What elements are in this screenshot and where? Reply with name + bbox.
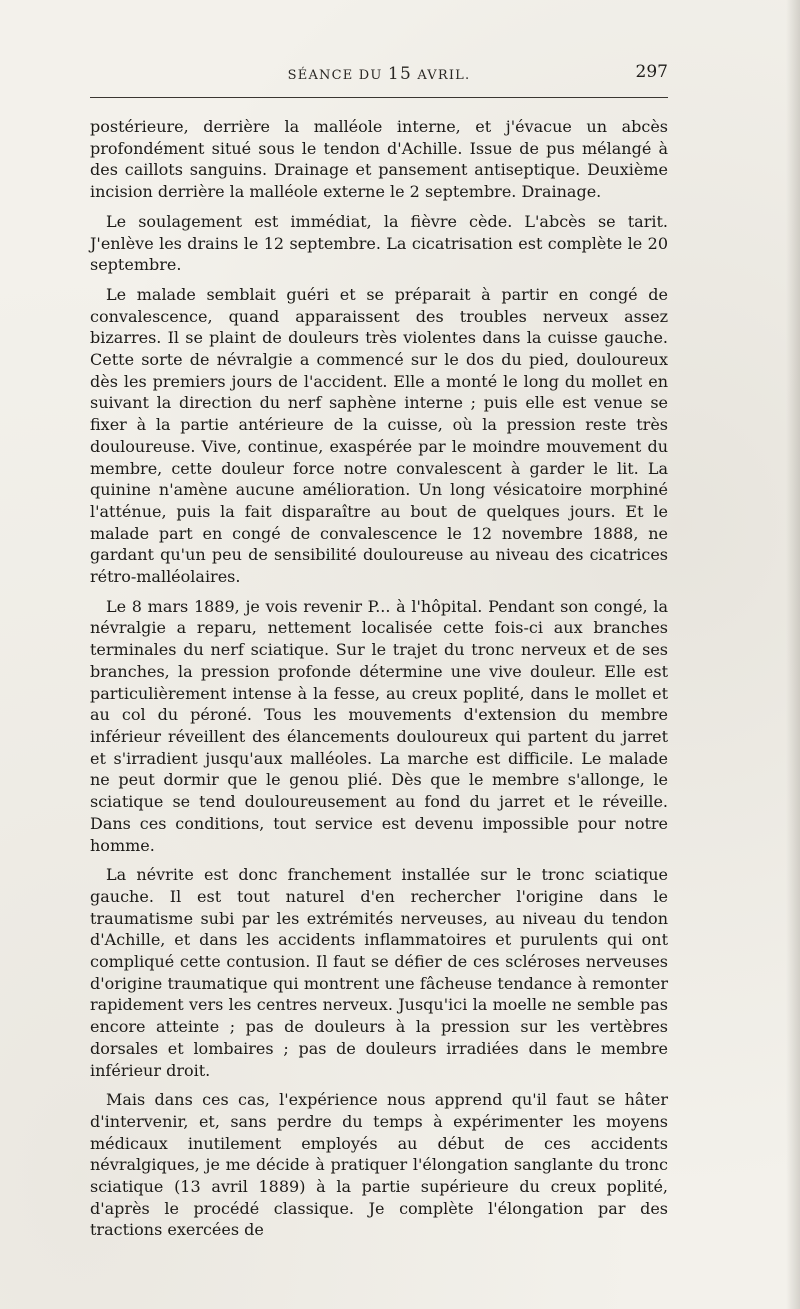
page-edge-shadow — [786, 0, 800, 1309]
header-rule — [90, 97, 668, 98]
running-head-title — [90, 64, 668, 84]
paragraph-2: Le soulagement est immédiat, la fièvre cède. L'abcès se tarit. J'enlève les drains le 12 septembre. La cicatrisation est complète le 20 septembre. — [90, 211, 668, 275]
paragraph-3: Le malade semblait guéri et se préparait à partir en congé de convalescence, quand apparaissent des troubles nerveux assez bizarres. Il se plaint de douleurs très violentes dans la cuisse gauche. Cette sorte de névralgie a commencé sur le dos du pied, douloureux dès les premiers jours de l'accident. Elle a monté le long du mollet en suivant la direction du nerf saphène interne ; puis elle est venue se fixer à la partie antérieure de la cuisse, où la pression reste très douloureuse. Vive, continue, exaspérée par le moindre mouvement du membre, cette douleur force notre convalescent à garder le lit. La quinine n'amène aucune amélioration. Un long vésicatoire morphiné l'atténue, puis la fait disparaître au bout de quelques jours. Et le malade part en congé de convalescence le 12 novembre 1888, ne gardant qu'un peu de sensibilité douloureuse au niveau des cicatrices rétro-malléolaires. — [90, 284, 668, 587]
paragraph-4: Le 8 mars 1889, je vois revenir P... à l'hôpital. Pendant son congé, la névralgie a reparu, nettement localisée cette fois-ci aux branches terminales du nerf sciatique. Sur le trajet du tronc nerveux et de ses branches, la pression profonde détermine une vive douleur. Elle est particulièrement intense à la fesse, au creux poplité, dans le mollet et au col du péroné. Tous les mouvements d'extension du membre inférieur réveillent des élancements douloureux qui partent du jarret et s'irradient jusqu'aux malléoles. La marche est difficile. Le malade ne peut dormir que le genou plié. Dès que le membre s'allonge, le sciatique se tend douloureusement au fond du jarret et le réveille. Dans ces conditions, tout service est devenu impossible pour notre homme. — [90, 596, 668, 855]
running-head — [90, 64, 668, 88]
paragraph-1: postérieure, derrière la malléole interne, et j'évacue un abcès profondément situé sous le tendon d'Achille. Issue de pus mélangé à des caillots sanguins. Drainage et pansement antiseptique. Deuxième incision derrière la malléole externe le 2 septembre. Drainage. — [90, 117, 668, 202]
head-title-month: AVRIL. — [417, 68, 471, 83]
page-number: 297 — [635, 62, 668, 82]
head-title-prefix: SÉANCE DU — [287, 68, 383, 83]
body-text — [90, 116, 668, 1249]
head-title-day: 15 — [387, 64, 412, 84]
paragraph-5: La névrite est donc franchement installée sur le tronc sciatique gauche. Il est tout naturel d'en rechercher l'origine dans le traumatisme subi par les extrémités nerveuses, au niveau du tendon d'Achille, et dans les accidents inflammatoires et purulents qui ont compliqué cette contusion. Il faut se défier de ces scléroses nerveuses d'origine traumatique qui montrent une fâcheuse tendance à remonter rapidement vers les centres nerveux. Jusqu'ici la moelle ne semble pas encore atteinte ; pas de douleurs à la pression sur les vertèbres dorsales et lombaires ; pas de douleurs irradiées dans le membre inférieur droit. — [90, 865, 668, 1080]
paragraph-6: Mais dans ces cas, l'expérience nous apprend qu'il faut se hâter d'intervenir, et, sans perdre du temps à expérimenter les moyens médicaux inutilement employés au début de ces accidents névralgiques, je me décide à pratiquer l'élongation sanglante du tronc sciatique (13 avril 1889) à la partie supérieure du creux poplité, d'après le procédé classique. Je complète l'élongation par des tractions exercées de — [90, 1090, 668, 1240]
